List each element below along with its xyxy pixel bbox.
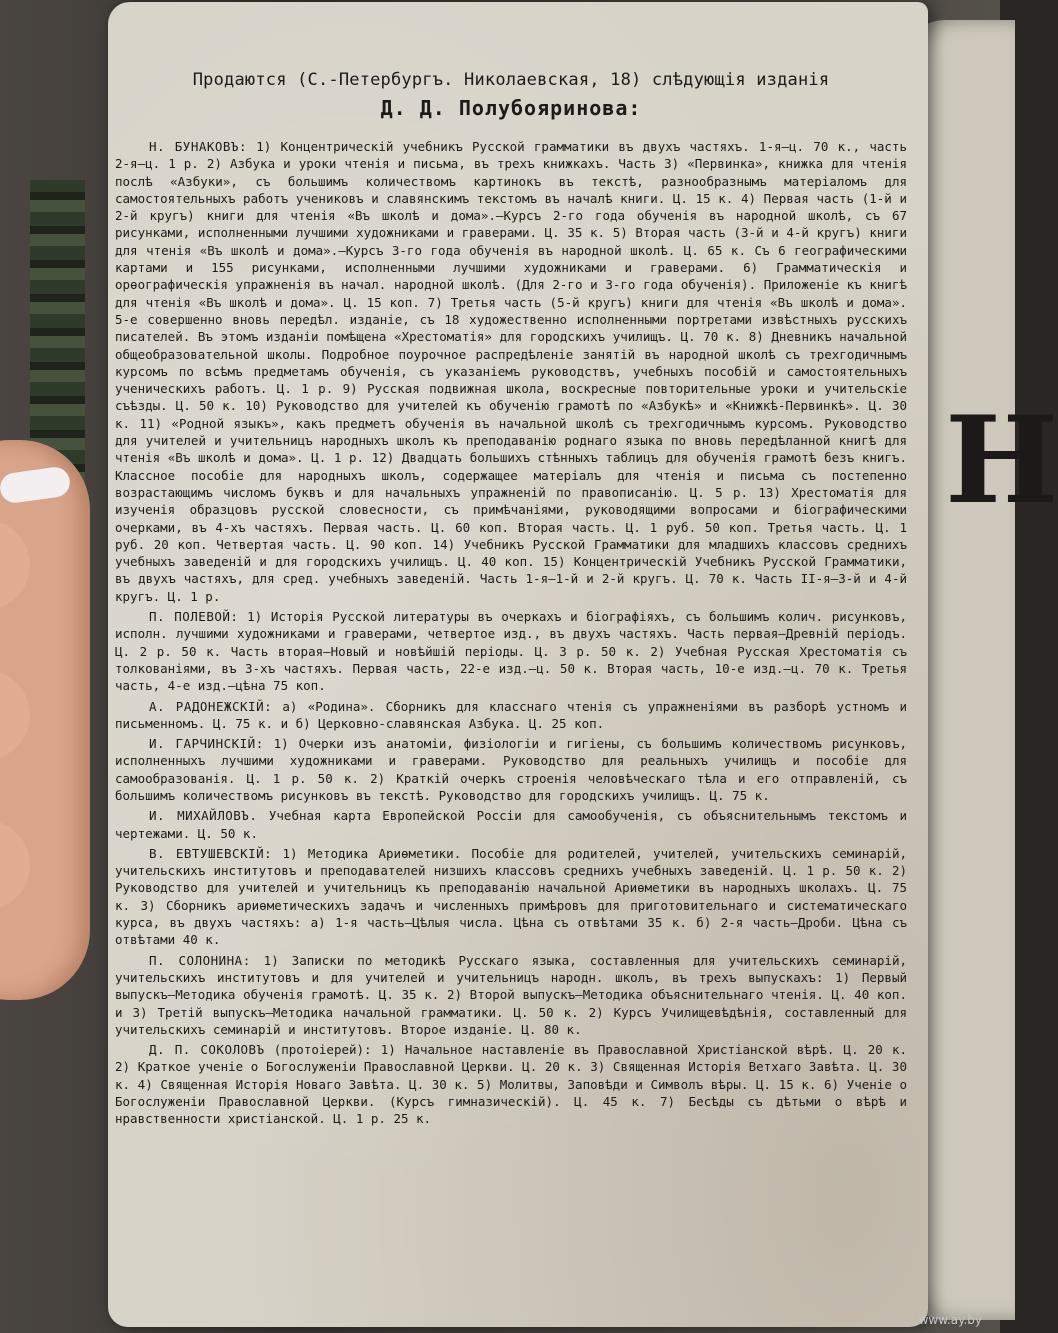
entry-mikhailov <box>115 807 907 842</box>
entry-bunakov <box>115 138 907 605</box>
watermark: www.ay.by <box>918 1313 982 1327</box>
entry-text: 1) Концентрическій учебникъ Русской грамматики въ двухъ частяхъ. 1-я—ц. 70 к., часть 2-я—ц. 1 р. 2) Азбука и уроки чтенія и письма, въ трехъ книжкахъ. Часть 3) «Первинка», книжка для чтенія послѣ «Азбуки», съ большимъ количествомъ картинокъ въ текстѣ, разнообразнымъ матеріаломъ для самостоятельныхъ работъ учениковъ и славянскимъ текстомъ въ началѣ книги. Ц. 15 к. 4) Первая часть (1-й и 2-й кругъ) книги для чтенія «Въ школѣ и дома».—Курсъ 2-го года обученія въ народной школѣ, съ 67 рисунками, исполненными лучшими художниками и граверами. Ц. 35 к. 5) Вторая часть (3-й и 4-й кругъ) книги для чтенія «Въ школѣ и дома».—Курсъ 3-го года обученія въ народной школѣ. Ц. 65 к. Съ 6 географическими картами и 155 рисунками, исполненными лучшими художниками и граверами. 6) Грамматическія и орѳографическія упражненія въ начал. народной школѣ. (Для 2-го и 3-го года обученія). Приложеніе къ книгѣ для чтенія «Въ школѣ и дома». Ц. 15 коп. 7) Третья часть (5-й кругъ) книги для чтенія «Въ школѣ и дома». 5-е совершенно вновь передѣл. изданіе, съ 18 художественно исполненными портретами извѣстныхъ русскихъ писателей. Въ этомъ изданіи помѣщена «Хрестоматія» для городскихъ училищъ. Ц. 70 к. 8) Дневникъ начальной общеобразовательной школы. Подробное поурочное распредѣленіе занятій въ народной школѣ съ трехгодичнымъ курсомъ по всѣмъ предметамъ обученія, съ указаніемъ руководствъ, учебныхъ пособій и самостоятельныхъ ученическихъ работъ. Ц. 1 р. 9) Русская подвижная школа, воскресные повторительные уроки и учительскіе съѣзды. Ц. 50 к. 10) Руководство для учителей къ обученію грамотѣ по «Азбукѣ» и «Книжкѣ-Первинкѣ». Ц. 30 к. 11) «Родной языкъ», какъ предметъ обученія въ начальной школѣ съ трехгодичнымъ курсомъ. Руководство для учителей и учительницъ народныхъ школъ къ преподаванію роднаго языка по вновь передѣланной книгѣ для чтенія «Въ школѣ и дома». Ц. 1 р. 12) Двадцать большихъ стѣнныхъ таблицъ для обученія грамотѣ безъ книгъ. Классное пособіе для народныхъ школъ, содержащее матеріалъ для чтенія и письма съ постепенно возрастающимъ числомъ буквъ и для начальныхъ упражненій по правописанію. Ц. 5 р. 13) Хрестоматія для изученія образцовъ русской словесности, съ примѣчаніями, руководящими вопросами и біографическими очерками, въ 4-хъ частяхъ. Первая часть. Ц. 60 коп. Вторая часть. Ц. 1 руб. 50 коп. Третья часть. Ц. 1 руб. 20 коп. Четвертая часть. Ц. 90 коп. 14) Учебникъ Русской Грамматики для младшихъ классовъ среднихъ учебныхъ заведеній и для городскихъ училищъ. Ц. 40 коп. 15) Концентрическій Учебникъ Русской Грамматики, въ двухъ частяхъ, для сред. учебныхъ заведеній. Часть 1-я—1-й и 2-й кругъ. Ц. 70 к. Часть II-я—3-й и 4-й кругъ. Ц. 1 р. <box>115 139 907 604</box>
entry-text: а) «Родина». Сборникъ для класснаго чтенія съ упражненіями въ разборѣ устномъ и письменномъ. Ц. 75 к. и б) Церковно-славянская Азбука. Ц. 25 коп. <box>115 698 907 731</box>
entry-author: Д. П. СОКОЛОВЪ <box>149 1042 265 1058</box>
entry-garchinsky <box>115 735 907 804</box>
page-header: Продаются (С.-Петербургъ. Николаевская, 18) слѣдующія изданія <box>192 70 830 90</box>
entry-text: (протоіерей): 1) Начальное наставленіе въ Православной Христіанской вѣрѣ. Ц. 20 к. 2) Краткое ученіе о Богослуженіи Православной Церкви. Ц. 20 к. 3) Священная Исторія Ветхаго Завѣта. Ц. 30 к. 4) Священная Исторія Новаго Завѣта. Ц. 30 к. 5) Молитвы, Заповѣди и Символъ вѣры. Ц. 15 к. 6) Ученіе о Богослуженіи Православной Церкви. (Курсъ гимназическій). Ц. 45 к. 7) Бесѣды съ дѣтьми о вѣрѣ и нравственности христіанской. Ц. 1 р. 25 к. <box>115 1042 907 1127</box>
finger <box>0 670 30 760</box>
entry-polevoy <box>115 608 907 694</box>
entry-text: 1) Записки по методикѣ Русскаго языка, составленныя для учительскихъ семинарій, учительскихъ институтовъ и для учителей и учительницъ народн. школъ, въ трехъ выпускахъ: 1) Первый выпускъ—Методика обученія грамотѣ. Ц. 35 к. 2) Второй выпускъ—Методика объяснительнаго чтенія. Ц. 40 коп. и 3) Третій выпускъ—Методика начальной грамматики. Ц. 50 к. 2) Курсъ Училищевѣдѣнія, составленный для учительскихъ семинарій и институтовъ. Второе изданіе. Ц. 80 к. <box>115 952 907 1037</box>
entry-author: Н. БУНАКОВЪ: <box>149 139 247 154</box>
publisher-name: Д. Д. Полубояринова: <box>380 96 642 120</box>
entry-sokolov <box>115 1041 907 1127</box>
entry-solonina <box>115 952 907 1038</box>
entry-text: 1) Методика Ариѳметики. Пособіе для родителей, учителей, учительскихъ семинарій, учительскихъ институтовъ и преподавателей низшихъ классовъ среднихъ учебныхъ заведеній. Ц. 1 р. 50 к. 2) Руководство для учителей и учительницъ къ преподаванію начальной Ариѳметики въ народныхъ школахъ. Ц. 75 к. 3) Сборникъ ариѳметическихъ задачъ и численныхъ примѣровъ для приготовительнаго и систематическаго курса, въ двухъ частяхъ: а) 1-я часть—Цѣлыя числа. Цѣна съ отвѣтами 35 к. б) 2-я часть—Дроби. Цѣна съ отвѣтами 40 к. <box>115 845 908 948</box>
facing-page-letter: Н <box>945 390 1058 531</box>
finger <box>0 820 30 910</box>
entry-text: 1) Очерки изъ анатоміи, физіологіи и гигіены, съ большимъ количествомъ рисунковъ, исполненныхъ лучшими художниками и граверами. Руководство для реальныхъ училищъ и пособіе для самообразованія. Ц. 1 р. 50 к. 2) Краткій очеркъ строенія человѣческаго тѣла и его отправленій, съ большимъ количествомъ рисунковъ въ текстѣ. Руководство для городскихъ училищъ. Ц. 75 к. <box>115 736 908 803</box>
entry-author: А. РАДОНЕЖСКІЙ: <box>149 698 273 714</box>
entry-text: Учебная карта Европейской Россіи для самообученія, съ объяснительнымъ текстомъ и чертежами. Ц. 50 к. <box>115 808 907 841</box>
page-content <box>115 70 907 1131</box>
finger <box>0 520 30 610</box>
entry-evtushevsky <box>115 845 907 949</box>
entry-author: В. ЕВТУШЕВСКІЙ: <box>149 845 273 861</box>
entry-author: И. МИХАЙЛОВЪ. <box>149 808 258 824</box>
entry-author: П. СОЛОНИНА: <box>149 952 251 968</box>
hand <box>0 440 90 1000</box>
entry-radonezhsky <box>115 698 907 733</box>
entry-text: 1) Исторія Русской литературы въ очеркахъ и біографіяхъ, съ большимъ колич. рисунковъ, исполн. лучшими художниками и граверами, четвертое изд., въ двухъ частяхъ. Часть первая—Древній періодъ. Ц. 2 р. 50 к. Часть вторая—Новый и новѣйшій періоды. Ц. 3 р. 50 к. 2) Учебная Русская Хрестоматія съ толкованіями, въ 3-хъ частяхъ. Первая часть, 22-е изд.—ц. 50 к. Вторая часть, 10-е изд.—ц. 70 к. Третья часть, 4-е изд.—цѣна 75 коп. <box>115 609 907 694</box>
entry-author: П. ПОЛЕВОЙ: <box>149 609 239 625</box>
entry-author: И. ГАРЧИНСКІЙ: <box>149 736 264 752</box>
